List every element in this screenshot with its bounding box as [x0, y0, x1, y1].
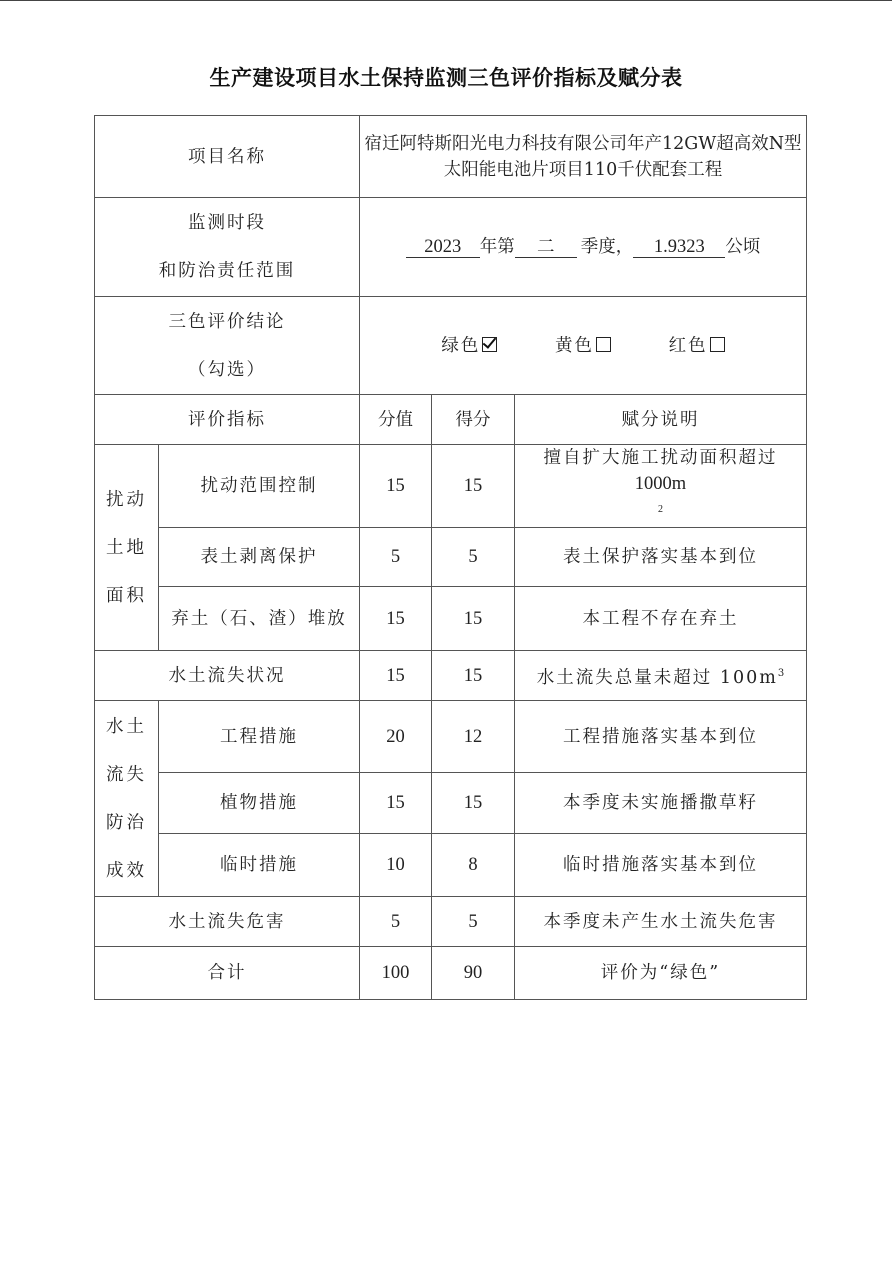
table-row — [95, 834, 807, 897]
conclusion-label-line2: （勾选） — [188, 359, 266, 380]
period-label-line1: 监测时段 — [188, 213, 266, 233]
option-green[interactable] — [441, 333, 497, 359]
row-score: 15 — [360, 445, 432, 528]
conclusion-options — [360, 297, 807, 395]
header-row — [95, 395, 807, 445]
table-row — [95, 445, 807, 528]
checkbox-empty-icon[interactable] — [710, 337, 725, 352]
evaluation-table — [94, 115, 807, 1000]
row-score: 15 — [360, 651, 432, 701]
row-note: 本季度未产生水土流失危害 — [515, 897, 807, 947]
row-note: 擅自扩大施工扰动面积超过 1000m $^2$ — [515, 445, 807, 528]
period-value — [360, 198, 807, 297]
period-label — [95, 198, 360, 297]
conclusion-label — [95, 297, 360, 395]
period-row — [95, 198, 807, 297]
row-got: 15 — [432, 587, 515, 651]
row-score: 100 — [360, 947, 432, 1000]
row-name: 弃土（石、渣）堆放 — [159, 587, 360, 651]
row-got: 12 — [432, 701, 515, 773]
header-score: 分值 — [360, 395, 432, 445]
checkbox-checked-icon[interactable] — [482, 337, 497, 352]
project-name-label: 项目名称 — [95, 116, 360, 198]
row-score: 5 — [360, 528, 432, 587]
row-got: 15 — [432, 445, 515, 528]
total-row — [95, 947, 807, 1000]
row-name: 植物措施 — [159, 773, 360, 834]
group-disturb-label: 扰动 土地 面积 — [95, 445, 159, 651]
quarter-suffix: 季度， — [580, 237, 634, 257]
top-border-line — [0, 0, 892, 1]
quarter-value: 二 — [515, 237, 577, 258]
area-unit: 公顷 — [725, 237, 761, 257]
header-note: 赋分说明 — [515, 395, 807, 445]
area-value: 1.9323 — [633, 237, 725, 258]
row-got: 15 — [432, 773, 515, 834]
row-got: 15 — [432, 651, 515, 701]
table-row — [95, 528, 807, 587]
option-red[interactable] — [669, 333, 725, 359]
project-name-value: 宿迁阿特斯阳光电力科技有限公司年产12GW超高效N型太阳能电池片项目110千伏配套工程 — [360, 116, 807, 198]
row-score: 10 — [360, 834, 432, 897]
table-row — [95, 897, 807, 947]
page-title: 生产建设项目水土保持监测三色评价指标及赋分表 — [209, 66, 683, 90]
option-yellow-label: 黄色 — [555, 335, 594, 356]
row-got: 5 — [432, 528, 515, 587]
row-score: 5 — [360, 897, 432, 947]
row-name: 工程措施 — [159, 701, 360, 773]
header-indicator: 评价指标 — [95, 395, 360, 445]
row-note: 临时措施落实基本到位 — [515, 834, 807, 897]
period-label-line2: 和防治责任范围 — [158, 261, 296, 281]
row-note: 表土保护落实基本到位 — [515, 528, 807, 587]
row-name: 临时措施 — [159, 834, 360, 897]
year-value: 2023 — [406, 237, 480, 258]
table-row — [95, 773, 807, 834]
row-name: 扰动范围控制 — [159, 445, 360, 528]
row-note: 本季度未实施播撒草籽 — [515, 773, 807, 834]
conclusion-row — [95, 297, 807, 395]
row-got: 8 — [432, 834, 515, 897]
row-name: 水土流失状况 — [95, 651, 360, 701]
group-control-label: 水土 流失 防治 成效 — [95, 701, 159, 897]
row-got: 5 — [432, 897, 515, 947]
row-note: 工程措施落实基本到位 — [515, 701, 807, 773]
row-name: 合计 — [95, 947, 360, 1000]
header-got: 得分 — [432, 395, 515, 445]
table-row — [95, 701, 807, 773]
table-row — [95, 587, 807, 651]
row-name: 水土流失危害 — [95, 897, 360, 947]
conclusion-label-line1: 三色评价结论 — [168, 311, 286, 332]
option-yellow[interactable] — [555, 333, 611, 359]
project-name-row — [95, 116, 807, 198]
option-green-label: 绿色 — [441, 335, 481, 356]
row-got: 90 — [432, 947, 515, 1000]
row-score: 15 — [360, 587, 432, 651]
row-note: 水土流失总量未超过 $100m^3$ — [515, 651, 807, 701]
option-red-label: 红色 — [668, 335, 708, 356]
row-note: 评价为“绿色” — [515, 947, 807, 1000]
checkbox-empty-icon[interactable] — [596, 337, 611, 352]
row-note: 本工程不存在弃土 — [515, 587, 807, 651]
row-score: 20 — [360, 701, 432, 773]
row-score: 15 — [360, 773, 432, 834]
year-suffix: 年第 — [479, 237, 515, 257]
table-row — [95, 651, 807, 701]
row-name: 表土剥离保护 — [159, 528, 360, 587]
